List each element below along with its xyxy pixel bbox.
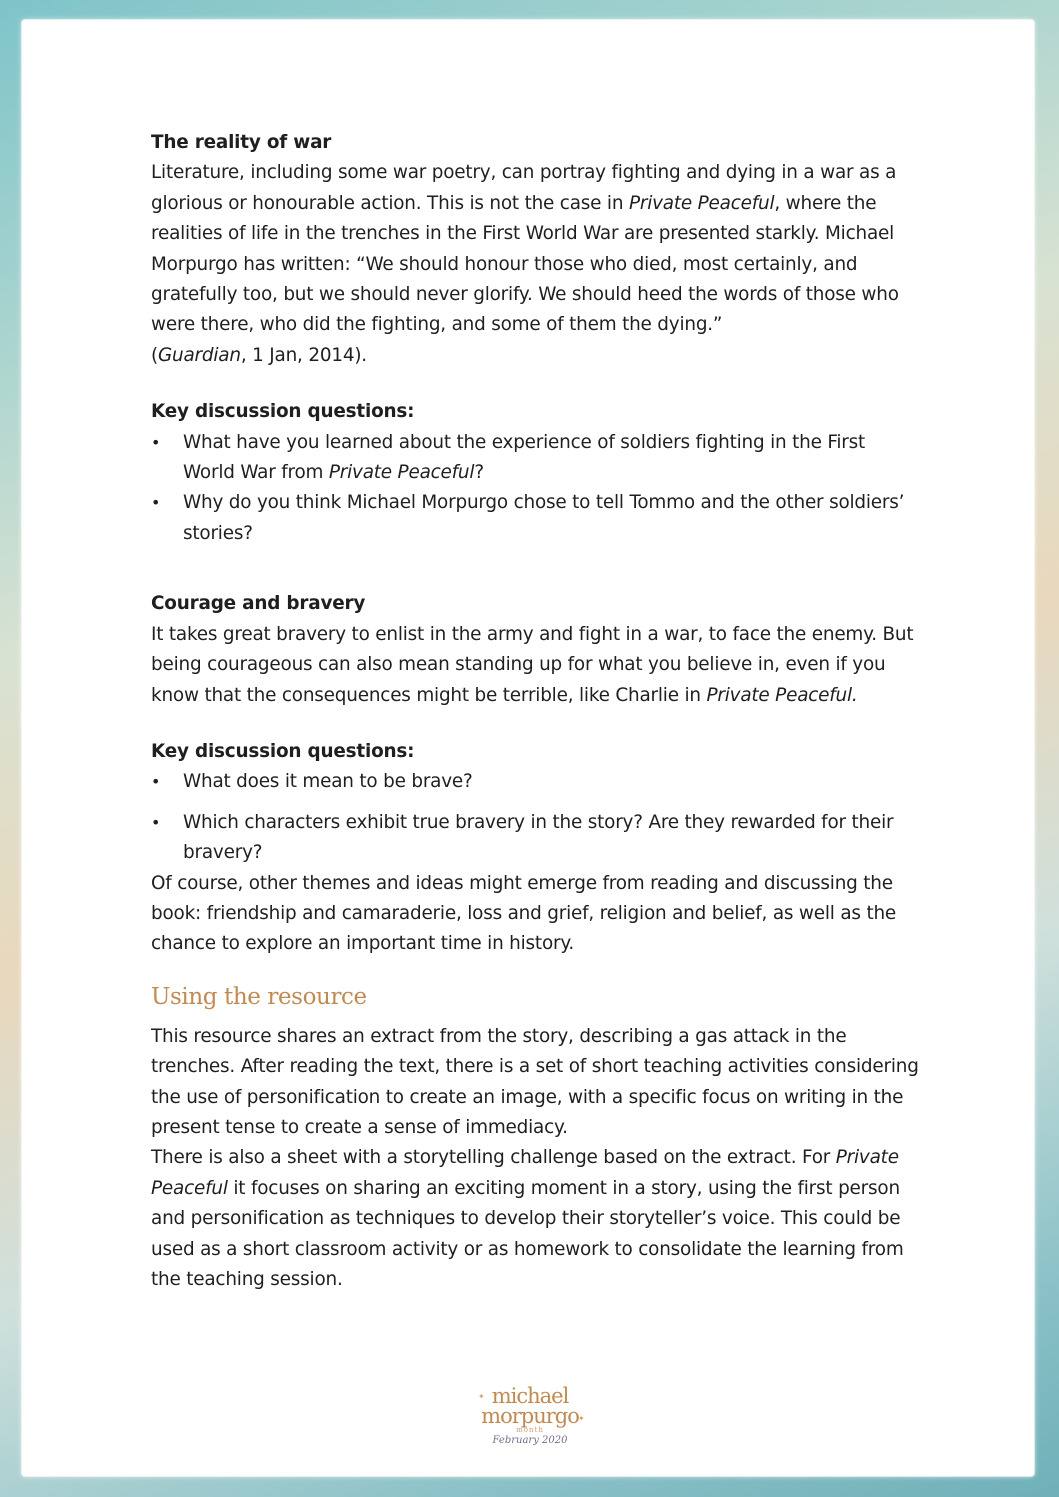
- book-title: Private Peaceful: [328, 462, 475, 484]
- paragraph-reality-of-war: [151, 158, 921, 371]
- document-body: [151, 128, 921, 1295]
- list-item: • What does it mean to be brave?: [151, 767, 921, 797]
- text-run: it focuses on sharing an exciting moment in a story, using the first person and personification as techniques to develop their storyteller’s voice. This could be used as a short classroom activity or as homework to consolidate the learning from the teaching session.: [151, 1177, 904, 1290]
- questions-list-1: [151, 428, 921, 550]
- text-run: Literature, including some war poetry, can portray fighting and dying in a war as a glorious or honourable action. This is not the case in: [151, 162, 897, 214]
- questions-heading-2: Key discussion questions:: [151, 740, 415, 762]
- footer-date: February 2020: [492, 1435, 568, 1446]
- logo-line-1: michael: [491, 1384, 569, 1408]
- paragraph-closing: Of course, other themes and ideas might emerge from reading and discussing the book: friendship and camaraderie, loss and grief, religion and belief, as well as the chance to explore an important time in history.: [151, 872, 897, 955]
- paragraph-courage: [151, 620, 921, 711]
- book-title: Private Peaceful.: [706, 684, 858, 706]
- paragraph-resource-1: This resource shares an extract from the story, describing a gas attack in the trenches. After reading the text, there is a set of short teaching activities considering the use of personification to create an image, with a specific focus on writing in the present tense to create a sense of immediacy.: [151, 1025, 919, 1138]
- logo-line-3: month: [516, 1426, 544, 1434]
- list-item: • Why do you think Michael Morpurgo chose to tell Tommo and the other soldiers’ stories?: [151, 488, 921, 549]
- questions-list-2: [151, 767, 921, 868]
- list-item: • Which characters exhibit true bravery in the story? Are they rewarded for their bravery?: [151, 808, 921, 869]
- text-run: , where the realities of life in the trenches in the First World War are presented starkly. Michael Morpurgo has written: “We should honour those who died, most certainly, and gratefully too, but we should never glorify. We should heed the words of those who were there, who did the fighting, and some of them the dying.”: [151, 192, 899, 336]
- list-item: [151, 428, 921, 489]
- book-title: Private Peaceful: [628, 192, 775, 214]
- text-run: There is also a sheet with a storytelling challenge based on the extract. For: [151, 1147, 836, 1169]
- paragraph-resource-2: [151, 1143, 921, 1295]
- text-run: It takes great bravery to enlist in the army and fight in a war, to face the enemy. But being courageous can also mean standing up for what you believe in, even if you know that the consequences might be terrible, like Charlie in: [151, 623, 914, 706]
- citation-source: Guardian: [157, 344, 241, 366]
- heading-courage-and-bravery: Courage and bravery: [151, 593, 366, 615]
- michael-morpurgo-logo: [460, 1386, 600, 1447]
- text-run: ?: [474, 462, 484, 484]
- questions-heading-1: Key discussion questions:: [151, 401, 415, 423]
- section-title-using-resource: Using the resource: [151, 983, 367, 1010]
- sparkle-icon: ✦: [478, 1392, 485, 1401]
- text-run: (: [151, 344, 158, 366]
- logo-line-2: morpurgo: [481, 1404, 579, 1428]
- book-title: Private Peaceful: [151, 1147, 899, 1199]
- sparkle-icon: ✦: [578, 1414, 585, 1423]
- heading-reality-of-war: The reality of war: [151, 132, 332, 153]
- text-run: , 1 Jan, 2014).: [240, 344, 367, 366]
- text-run: What have you learned about the experience of soldiers fighting in the First World War from: [183, 431, 866, 484]
